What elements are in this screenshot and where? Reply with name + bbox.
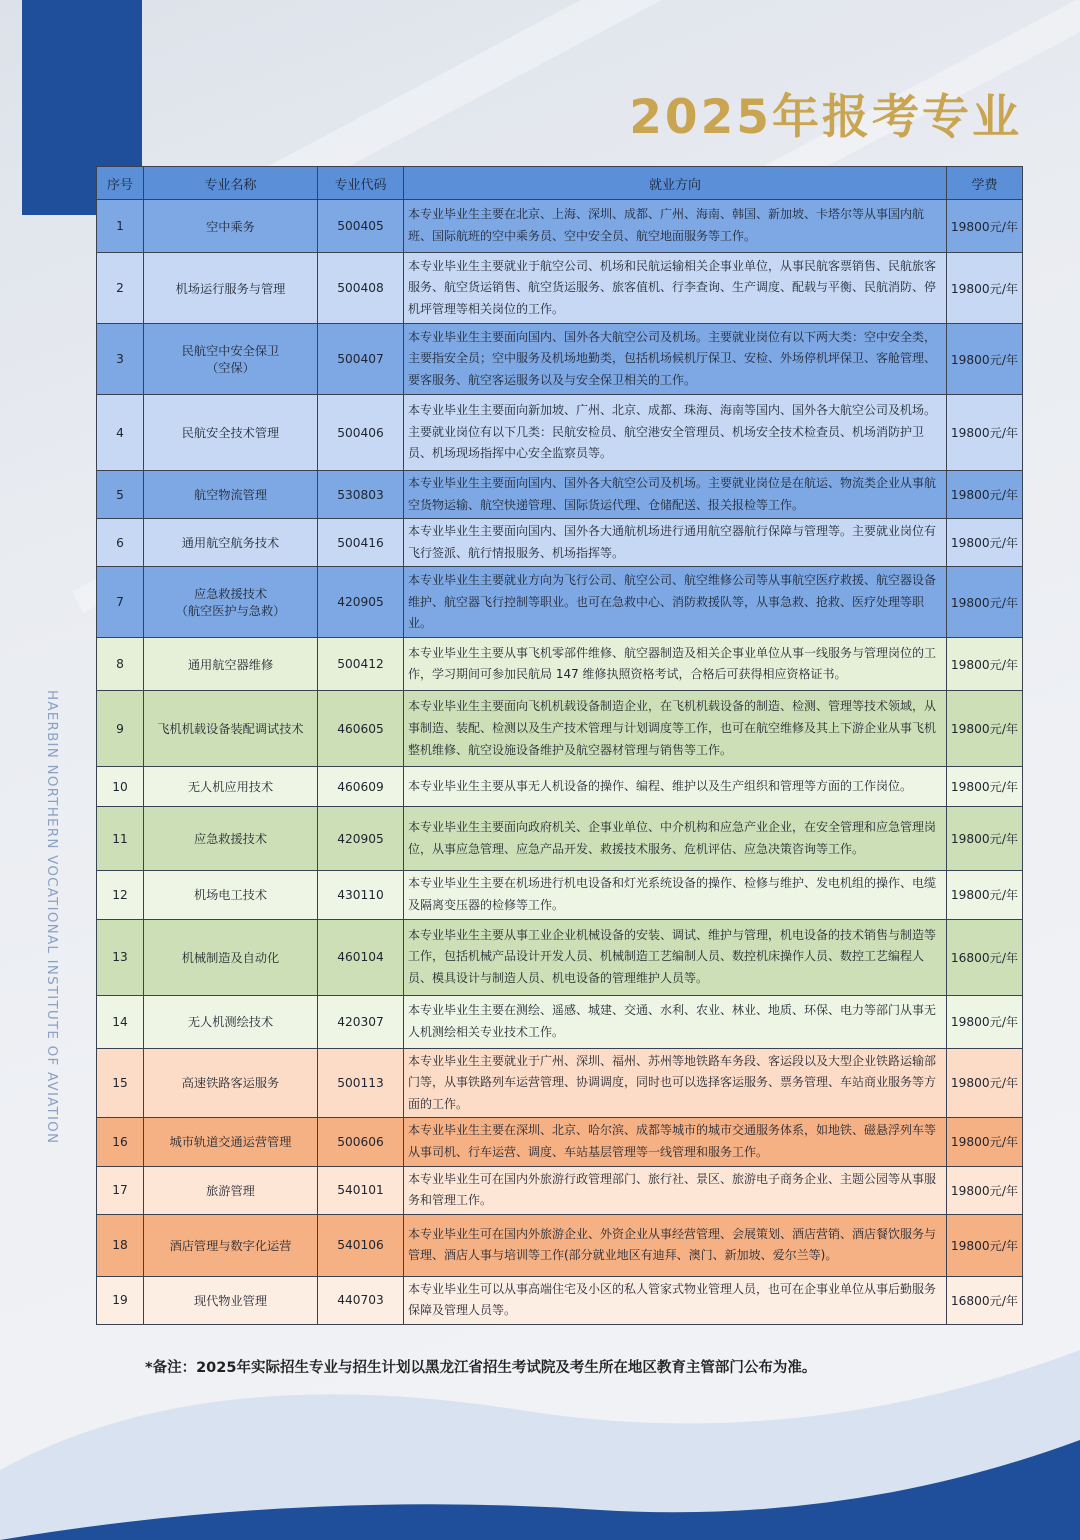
page-title: 2025年报考专业 — [629, 90, 1022, 145]
header-cell: 就业方向 — [404, 167, 947, 200]
table-row — [97, 253, 1023, 324]
major-code-cell: 460609 — [318, 767, 404, 807]
table-row — [97, 471, 1023, 519]
major-name-cell — [144, 871, 318, 919]
employment-direction-cell: 本专业毕业生可以从事高端住宅及小区的私人管家式物业管理人员，也可在企事业单位从事后勤服务保障及管理人员等。 — [404, 1276, 947, 1324]
row-number-cell: 18 — [97, 1214, 144, 1276]
major-name: 机械制造及自动化 — [181, 950, 280, 965]
major-name: 无人机应用技术 — [187, 780, 274, 795]
employment-direction-cell: 本专业毕业生主要在机场进行机电设备和灯光系统设备的操作、检修与维护、发电机组的操作、电缆及隔离变压器的检修等工作。 — [404, 871, 947, 919]
tuition-cell: 19800元/年 — [947, 200, 1023, 253]
tuition-cell: 19800元/年 — [947, 471, 1023, 519]
major-name: 民航空中安全保卫 — [181, 344, 280, 358]
table-row — [97, 638, 1023, 691]
table-row — [97, 395, 1023, 471]
major-name: 酒店管理与数字化运营 — [169, 1238, 292, 1253]
header-cell: 专业名称 — [144, 167, 318, 200]
employment-direction-cell: 本专业毕业生主要面向国内、国外各大航空公司及机场。主要就业岗位有以下两大类：空中安全类，主要指安全员；空中服务及机场地勤类，包括机场候机厅保卫、安检、外场停机坪保卫、客舱管理、要客服务、航空客运服务以及与安全保卫相关的工作。 — [404, 324, 947, 395]
major-name-cell — [144, 200, 318, 253]
major-name: 无人机测绘技术 — [187, 1015, 274, 1030]
tuition-cell: 19800元/年 — [947, 638, 1023, 691]
table-row — [97, 807, 1023, 871]
major-code-cell: 500416 — [318, 519, 404, 567]
major-name-cell — [144, 1166, 318, 1214]
table-header-row — [97, 167, 1023, 200]
table-row — [97, 1166, 1023, 1214]
employment-direction-cell: 本专业毕业生可在国内外旅游行政管理部门、旅行社、景区、旅游电子商务企业、主题公园等从事服务和管理工作。 — [404, 1166, 947, 1214]
row-number-cell: 12 — [97, 871, 144, 919]
side-caption: HAERBIN NORTHERN VOCATIONAL INSTITUTE OF AVIATION — [44, 690, 60, 1145]
row-number-cell: 4 — [97, 395, 144, 471]
table-row — [97, 995, 1023, 1048]
tuition-cell: 19800元/年 — [947, 871, 1023, 919]
employment-direction-cell: 本专业毕业生主要从事无人机设备的操作、编程、维护以及生产组织和管理等方面的工作岗位。 — [404, 767, 947, 807]
employment-direction-cell: 本专业毕业生主要就业于航空公司、机场和民航运输相关企事业单位，从事民航客票销售、民航旅客服务、航空货运销售、航空货运服务、旅客值机、行李查询、生产调度、配载与平衡、民航消防、停机坪管理等相关岗位的工作。 — [404, 253, 947, 324]
table-row — [97, 1118, 1023, 1166]
major-name-cell — [144, 471, 318, 519]
row-number-cell: 19 — [97, 1276, 144, 1324]
major-name-cell — [144, 324, 318, 395]
major-name: 应急救援技术 — [193, 832, 268, 847]
employment-direction-cell: 本专业毕业生主要面向国内、国外各大航空公司及机场。主要就业岗位是在航运、物流类企业从事航空货物运输、航空快递管理、国际货运代理、仓储配送、报关报检等工作。 — [404, 471, 947, 519]
tuition-cell: 19800元/年 — [947, 691, 1023, 767]
major-code-cell: 430110 — [318, 871, 404, 919]
major-name: 飞机机载设备装配调试技术 — [157, 722, 304, 737]
major-name: 空中乘务 — [206, 219, 255, 234]
tuition-cell: 16800元/年 — [947, 1276, 1023, 1324]
employment-direction-cell: 本专业毕业生主要面向国内、国外各大通航机场进行通用航空器航行保障与管理等。主要就业岗位有飞行签派、航行情报服务、机场指挥等。 — [404, 519, 947, 567]
tuition-cell: 19800元/年 — [947, 1166, 1023, 1214]
tuition-cell: 19800元/年 — [947, 1214, 1023, 1276]
tuition-cell: 19800元/年 — [947, 807, 1023, 871]
major-name: 应急救援技术 — [193, 587, 268, 602]
major-code-cell: 500406 — [318, 395, 404, 471]
employment-direction-cell: 本专业毕业生主要在深圳、北京、哈尔滨、成都等城市的城市交通服务体系，如地铁、磁悬浮列车等从事司机、行车运营、调度、车站基层管理等一线管理和服务工作。 — [404, 1118, 947, 1166]
major-name: 民航安全技术管理 — [181, 426, 280, 440]
employment-direction-cell: 本专业毕业生主要就业方向为飞行公司、航空公司、航空维修公司等从事航空医疗救援、航空器设备维护、航空器飞行控制等职业。也可在急救中心、消防救援队等，从事急救、抢救、医疗处理等职业。 — [404, 567, 947, 638]
major-name-cell — [144, 395, 318, 471]
tuition-cell: 19800元/年 — [947, 1048, 1023, 1118]
major-name: 高速铁路客运服务 — [181, 1076, 280, 1091]
major-name-cell — [144, 519, 318, 567]
tuition-cell: 19800元/年 — [947, 995, 1023, 1048]
row-number-cell: 11 — [97, 807, 144, 871]
row-number-cell: 14 — [97, 995, 144, 1048]
header-cell: 专业代码 — [318, 167, 404, 200]
tuition-cell: 19800元/年 — [947, 1118, 1023, 1166]
row-number-cell: 2 — [97, 253, 144, 324]
row-number-cell: 8 — [97, 638, 144, 691]
tuition-cell: 16800元/年 — [947, 919, 1023, 995]
employment-direction-cell: 本专业毕业生主要面向飞机机载设备制造企业，在飞机机载设备的制造、检测、管理等技术领域，从事制造、装配、检测以及生产技术管理与计划调度等工作，也可在航空维修及其上下游企业从事飞机整机维修、航空设施设备维护及航空器材管理与销售等工作。 — [404, 691, 947, 767]
major-code-cell: 460605 — [318, 691, 404, 767]
tuition-cell: 19800元/年 — [947, 324, 1023, 395]
row-number-cell: 10 — [97, 767, 144, 807]
tuition-cell: 19800元/年 — [947, 567, 1023, 638]
row-number-cell: 9 — [97, 691, 144, 767]
major-code-cell: 500407 — [318, 324, 404, 395]
header-cell: 序号 — [97, 167, 144, 200]
major-name: 航空物流管理 — [193, 488, 268, 503]
table-row — [97, 691, 1023, 767]
major-code-cell: 500113 — [318, 1048, 404, 1118]
major-name: 机场运行服务与管理 — [175, 281, 286, 296]
row-number-cell: 6 — [97, 519, 144, 567]
majors-table — [96, 166, 1023, 1325]
table-row — [97, 1048, 1023, 1118]
major-name-cell — [144, 567, 318, 638]
table-row — [97, 767, 1023, 807]
table-row — [97, 324, 1023, 395]
major-code-cell: 500606 — [318, 1118, 404, 1166]
major-name: 机场电工技术 — [193, 888, 268, 903]
tuition-cell: 19800元/年 — [947, 253, 1023, 324]
employment-direction-cell: 本专业毕业生主要面向政府机关、企事业单位、中介机构和应急产业企业，在安全管理和应急管理岗位，从事应急管理、应急产品开发、救援技术服务、危机评估、应急决策咨询等工作。 — [404, 807, 947, 871]
major-name-cell — [144, 1048, 318, 1118]
major-name-cell — [144, 807, 318, 871]
footnote: *备注：2025年实际招生专业与招生计划以黑龙江省招生考试院及考生所在地区教育主管部门公布为准。 — [145, 1360, 817, 1376]
header-cell: 学费 — [947, 167, 1023, 200]
major-name-sub: （空保） — [206, 361, 255, 375]
major-name: 现代物业管理 — [193, 1293, 268, 1308]
major-code-cell: 460104 — [318, 919, 404, 995]
table-row — [97, 919, 1023, 995]
major-name: 通用航空航务技术 — [181, 536, 280, 551]
row-number-cell: 15 — [97, 1048, 144, 1118]
major-code-cell: 540101 — [318, 1166, 404, 1214]
table-row — [97, 567, 1023, 638]
row-number-cell: 16 — [97, 1118, 144, 1166]
employment-direction-cell: 本专业毕业生主要就业于广州、深圳、福州、苏州等地铁路车务段、客运段以及大型企业铁路运输部门等，从事铁路列车运营管理、协调调度，同时也可以选择客运服务、票务管理、车站商业服务等方面的工作。 — [404, 1048, 947, 1118]
major-code-cell: 500412 — [318, 638, 404, 691]
tuition-cell: 19800元/年 — [947, 519, 1023, 567]
employment-direction-cell: 本专业毕业生主要面向新加坡、广州、北京、成都、珠海、海南等国内、国外各大航空公司及机场。主要就业岗位有以下几类：民航安检员、航空港安全管理员、机场安全技术检查员、机场消防护卫员、机场现场指挥中心安全监察员等。 — [404, 395, 947, 471]
row-number-cell: 17 — [97, 1166, 144, 1214]
tuition-cell: 19800元/年 — [947, 767, 1023, 807]
table-row — [97, 519, 1023, 567]
row-number-cell: 7 — [97, 567, 144, 638]
major-name: 城市轨道交通运营管理 — [169, 1135, 292, 1150]
tuition-cell: 19800元/年 — [947, 395, 1023, 471]
major-name-cell — [144, 919, 318, 995]
row-number-cell: 3 — [97, 324, 144, 395]
major-name-cell — [144, 1118, 318, 1166]
major-code-cell: 440703 — [318, 1276, 404, 1324]
row-number-cell: 5 — [97, 471, 144, 519]
major-name-cell — [144, 691, 318, 767]
major-code-cell: 500405 — [318, 200, 404, 253]
major-name-sub: （航空医护与急救） — [175, 604, 286, 619]
employment-direction-cell: 本专业毕业生主要从事工业企业机械设备的安装、调试、维护与管理，机电设备的技术销售与制造等工作，包括机械产品设计开发人员、机械制造工艺编制人员、数控机床操作人员、数控工艺编程人员、模具设计与制造人员、机电设备的管理维护人员等。 — [404, 919, 947, 995]
table-row — [97, 200, 1023, 253]
major-name: 通用航空器维修 — [187, 657, 274, 672]
major-code-cell: 540106 — [318, 1214, 404, 1276]
employment-direction-cell: 本专业毕业生主要在北京、上海、深圳、成都、广州、海南、韩国、新加坡、卡塔尔等从事国内航班、国际航班的空中乘务员、空中安全员、航空地面服务等工作。 — [404, 200, 947, 253]
major-code-cell: 420307 — [318, 995, 404, 1048]
table-row — [97, 871, 1023, 919]
major-code-cell: 420905 — [318, 807, 404, 871]
employment-direction-cell: 本专业毕业生可在国内外旅游企业、外资企业从事经营管理、会展策划、酒店营销、酒店餐饮服务与管理、酒店人事与培训等工作(部分就业地区有迪拜、澳门、新加坡、爱尔兰等)。 — [404, 1214, 947, 1276]
major-code-cell: 530803 — [318, 471, 404, 519]
major-name-cell — [144, 638, 318, 691]
major-name-cell — [144, 767, 318, 807]
major-code-cell: 420905 — [318, 567, 404, 638]
employment-direction-cell: 本专业毕业生主要从事飞机零部件维修、航空器制造及相关企事业单位从事一线服务与管理岗位的工作，学习期间可参加民航局 147 维修执照资格考试，合格后可获得相应资格证书。 — [404, 638, 947, 691]
row-number-cell: 13 — [97, 919, 144, 995]
major-name-cell — [144, 995, 318, 1048]
row-number-cell: 1 — [97, 200, 144, 253]
major-code-cell: 500408 — [318, 253, 404, 324]
bottom-wave — [0, 1240, 1080, 1540]
employment-direction-cell: 本专业毕业生主要在测绘、遥感、城建、交通、水利、农业、林业、地质、环保、电力等部门从事无人机测绘相关专业技术工作。 — [404, 995, 947, 1048]
major-name: 旅游管理 — [206, 1183, 255, 1198]
major-name-cell — [144, 253, 318, 324]
